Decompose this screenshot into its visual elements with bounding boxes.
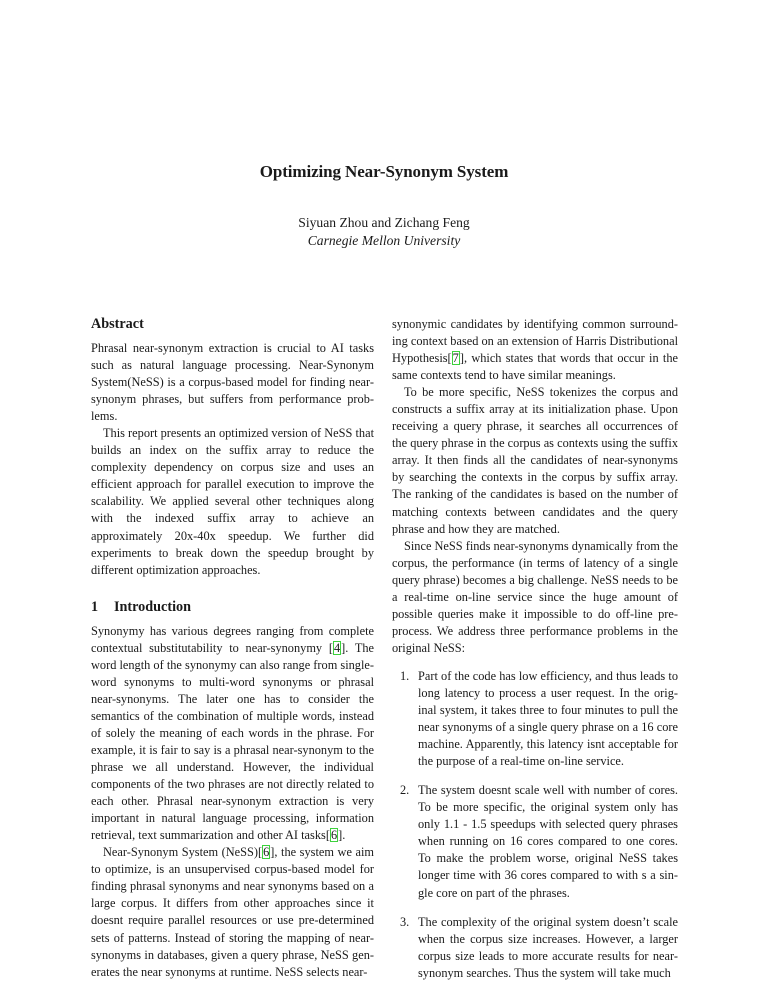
text-span: Synonymy has various degrees ranging from complete contextual substitutability to near-synonymy	[91, 623, 374, 655]
paper-title: Optimizing Near-Synonym System	[259, 162, 509, 181]
abstract-heading: Abstract	[91, 316, 144, 332]
abstract-paragraph-1: Phrasal near-synonym extraction is crucial to AI tasks such as natural language processing. Near-Synonym System(NeSS) is a corpus-based model for finding near-synonym phrases, but suffers from performance problems.	[91, 341, 374, 424]
list-item	[392, 782, 678, 901]
list-item-text: The system doesnt scale well with number of cores. To be more specific, the original system only has only 1.1 - 1.5 speedups with selected query phrases when running on 16 cores compared to one cores. To make the problem worse, original NeSS takes longer time with 36 cores compared to with s a single core on part of the phrases.	[418, 783, 678, 900]
paper-affiliation: Carnegie Mellon University	[307, 233, 461, 248]
introduction-heading	[91, 597, 374, 617]
list-item-text: Part of the code has low efficiency, and thus leads to long latency to process a user request. In the original system, it takes three to four minutes to pull the near synonyms of a single query phrase on a 16 core machine. Apparently, this latency isnt acceptable for the purpose of a real-time on-line service.	[418, 668, 678, 769]
text-span: , the system we aim to optimize, is an unsupervised corpus-based model for finding phrasal synonyms and near synonyms based on a large corpus. It differs from other approaches since it doesnt require parallel resources or use pre-determined sets of patterns. Instead of storing the mapping of near-synonyms in databases, given a query phrase, NeSS generates the near synonyms at runtime. NeSS selects near-	[91, 845, 374, 979]
right-column	[392, 316, 678, 994]
text-span: Near-Synonym System (NeSS)	[103, 845, 258, 860]
citation-link[interactable]: 7	[452, 351, 459, 366]
intro-paragraph-1: Synonymy has various degrees ranging from complete contextual substitutability to near-synonymy [4]. The word length of the synonymy can also range from single-word synonyms to multi-word synonyms or phrasal near-synonyms. The later one has to consider the semantics of the combination of multiple words, instead of solely the meaning of each words in the phrase. For example, it is fair to say is a phrasal near-synonym to the phrase we all understand. However, the individual components of the two phrases are not directly related to each other. Phrasal near-synonym extraction is very important in natural language processing, information retrieval, text summarization and other AI tasks[6].	[91, 623, 375, 843]
abstract-paragraph-2: This report presents an optimized version of NeSS that builds an index on the suffix array to reduce the complexity dependency on corpus size and uses an efficient approach for parallel execution to improve the scalability. We applied several other techniques along with the indexed suffix array to achieve an approximately 20x-40x speedup. We further did experiments to break down the speedup brought by different optimization approaches.	[91, 426, 374, 577]
list-marker: 3.	[400, 914, 410, 929]
list-item	[392, 668, 678, 770]
section-number: 1	[91, 598, 99, 615]
citation-link[interactable]: 6	[263, 845, 270, 860]
text-span: . The word length of the synonymy can also range from single-word synonyms to multi-word synonyms or phrasal near-synonyms. The later one has to consider the semantics of the combination of multiple words, instead of solely the meaning of each words in the phrase. For example, it is fair to say is a phrasal near-synonym to the phrase we all understand. However, the individual components of the two phrases are not directly related to each other. Phrasal near-synonym extraction is very important in natural language processing, information retrieval, text summarization and other AI tasks	[91, 640, 375, 843]
text-span: , which states that words that occur in the same contexts tend to have similar meanings.	[392, 351, 678, 383]
problems-list	[392, 668, 678, 982]
citation-link[interactable]: 6	[330, 828, 338, 843]
text-span: .	[342, 828, 346, 843]
section-title: Introduction	[114, 598, 191, 615]
citation-link[interactable]: 4	[333, 640, 341, 655]
intro-paragraph-4: Since NeSS finds near-synonyms dynamically from the corpus, the performance (in terms of latency of a single query phrase) becomes a big challenge. NeSS needs to be a real-time on-line service since the huge amount of possible queries make it impossible to do off-line pre-process. We address three performance problems in the original NeSS:	[392, 538, 679, 655]
paper-authors: Siyuan Zhou and Zichang Feng	[298, 215, 470, 230]
intro-paragraph-2-continued: synonymic candidates by identifying common surrounding context based on an extension of Harris Distributional Hypothesis[7], which states that words that occur in the same contexts tend to have similar meanings.	[392, 317, 678, 383]
intro-paragraph-2-start: Near-Synonym System (NeSS)[6], the system we aim to optimize, is an unsupervised corpus-based model for finding phrasal synonyms and near synonyms based on a large corpus. It differs from other approaches since it doesnt require parallel resources or use pre-determined sets of patterns. Instead of storing the mapping of near-synonyms in databases, given a query phrase, NeSS generates the near synonyms at runtime. NeSS selects near-	[91, 845, 374, 979]
list-item-text: The complexity of the original system doesn’t scale when the corpus size increases. However, a larger corpus size leads to more accurate results for near-synonym searches. Thus the system will take much	[418, 914, 678, 980]
list-item	[392, 914, 678, 982]
left-column	[91, 314, 374, 981]
intro-paragraph-3: To be more specific, NeSS tokenizes the corpus and constructs a suffix array at its initialization phase. Upon receiving a query phrase, it searches all occurrences of the query phrase in the corpus as contexts using the suffix array. It then finds all the candidates of near-synonyms by searching the contexts in the corpus by suffix array. The ranking of the candidates is based on the number of matching contexts between candidates and the query phrase and how they are matched.	[392, 385, 678, 536]
list-marker: 1.	[400, 668, 410, 683]
list-marker: 2.	[400, 783, 410, 798]
text-span: synonymic candidates by identifying common surrounding context based on an extension of Harris Distributional Hypothesis	[392, 317, 678, 366]
